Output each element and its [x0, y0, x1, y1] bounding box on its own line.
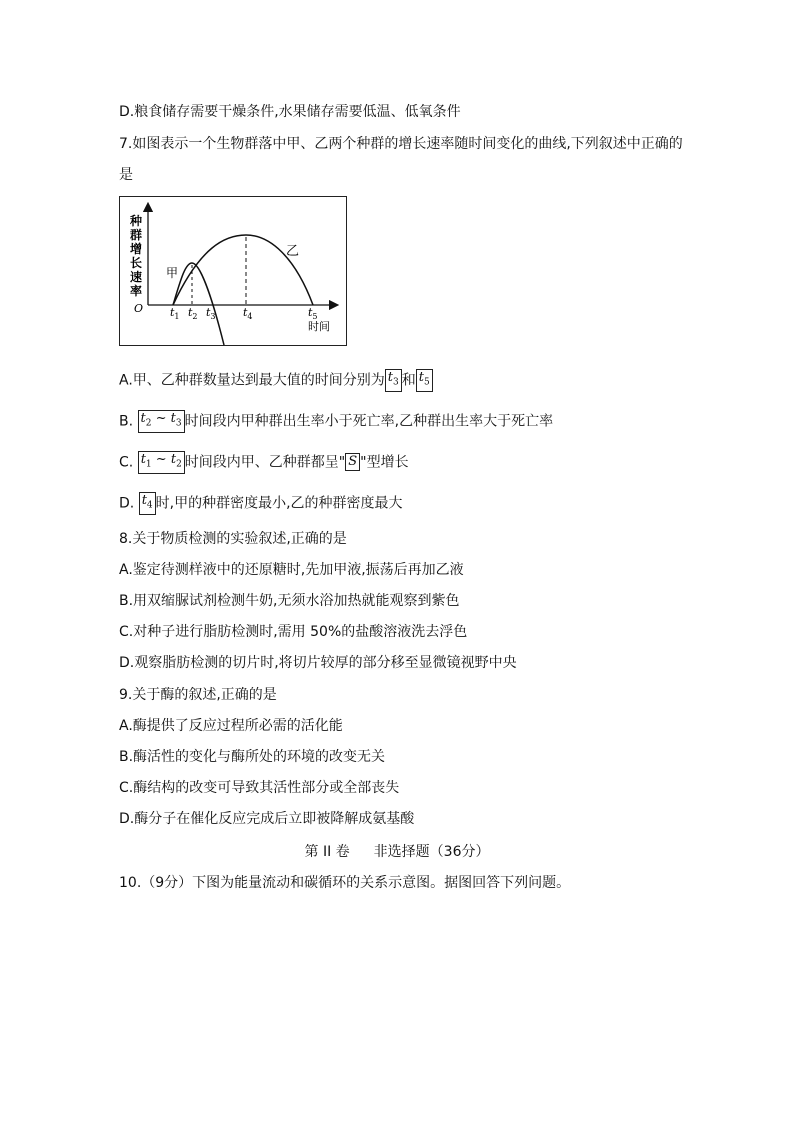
- q7-stem-line2: 是: [119, 167, 133, 183]
- x-axis-label: 时间: [308, 320, 330, 333]
- q8-option-a: A.鉴定待测样液中的还原糖时,先加甲液,振荡后再加乙液: [119, 562, 464, 578]
- q7-b-text: 时间段内甲种群出生率小于死亡率,乙种群出生率大于死亡率: [184, 413, 554, 430]
- q8-option-c: C.对种子进行脂肪检测时,需用 50%的盐酸溶液洗去浮色: [119, 624, 468, 640]
- tick-t1: $t_1$: [170, 306, 180, 321]
- tick-t2: $t_2$: [188, 306, 198, 321]
- q10-stem: 10.（9分）下图为能量流动和碳循环的关系示意图。据图回答下列问题。: [119, 875, 571, 891]
- q7-b-box-range: $t_2$ ~ $t_3$: [138, 410, 185, 433]
- q7-option-c: [119, 451, 409, 474]
- q7-d-box-t4: $t_4$: [139, 492, 156, 515]
- curve-yi-label: 乙: [286, 244, 300, 259]
- section-heading: [0, 841, 794, 861]
- q7-a-text: A.甲、乙种群数量达到最大值的时间分别为: [119, 372, 385, 389]
- q7-a-box-t5: $t_5$: [416, 369, 433, 392]
- y-label-char-3: 长: [130, 256, 143, 270]
- growth-rate-svg: [120, 197, 348, 347]
- q7-d-text: 时,甲的种群密度最小,乙的种群密度最大: [155, 495, 403, 512]
- y-label-char-1: 群: [130, 228, 143, 242]
- q7-a-box-t3: $t_3$: [385, 369, 402, 392]
- section-title: 非选择题（36分）: [373, 844, 490, 860]
- y-label-char-2: 增: [130, 242, 143, 256]
- q7-option-d: [119, 492, 403, 515]
- q7-c-box-range: $t_1$ ~ $t_2$: [138, 451, 185, 474]
- q7-a-and: 和: [401, 372, 416, 389]
- q7-option-b: [119, 410, 553, 433]
- q8-option-d: D.观察脂肪检测的切片时,将切片较厚的部分移至显微镜视野中央: [119, 655, 517, 671]
- q7-d-letter: D.: [119, 495, 135, 512]
- origin-label: O: [134, 302, 144, 315]
- q9-stem: 9.关于酶的叙述,正确的是: [119, 687, 277, 703]
- curve-jia: [173, 263, 224, 345]
- y-label-char-0: 种: [130, 214, 143, 228]
- q9-option-b: B.酶活性的变化与酶所处的环境的改变无关: [119, 749, 386, 765]
- q7-c-text: 时间段内甲、乙种群都呈": [184, 454, 346, 471]
- q7-b-letter: B.: [119, 413, 134, 430]
- section-part: 第 II 卷: [304, 844, 350, 860]
- tick-t4: $t_4$: [243, 306, 253, 321]
- q7-c-text-end: "型增长: [360, 454, 409, 471]
- q9-option-d: D.酶分子在催化反应完成后立即被降解成氨基酸: [119, 811, 415, 827]
- q7-stem-line1: 7.如图表示一个生物群落中甲、乙两个种群的增长速率随时间变化的曲线,下列叙述中正确的: [119, 136, 683, 152]
- q8-option-b: B.用双缩脲试剂检测牛奶,无须水浴加热就能观察到紫色: [119, 593, 460, 609]
- q9-option-a: A.酶提供了反应过程所必需的活化能: [119, 718, 343, 734]
- q7-c-box-s: S: [345, 453, 360, 471]
- q9-option-c: C.酶结构的改变可导致其活性部分或全部丧失: [119, 780, 400, 796]
- curve-jia-label: 甲: [166, 266, 179, 280]
- y-label-char-4: 速: [130, 270, 143, 284]
- tick-t3: $t_3$: [206, 306, 216, 321]
- y-label-char-5: 率: [130, 284, 143, 298]
- q7-option-a: [119, 369, 433, 392]
- q6-option-d: D.粮食储存需要干燥条件,水果储存需要低温、低氧条件: [119, 104, 461, 120]
- q7-growth-rate-figure: [119, 196, 347, 346]
- tick-t5: $t_5$: [308, 306, 318, 321]
- q7-c-letter: C.: [119, 454, 134, 471]
- q8-stem: 8.关于物质检测的实验叙述,正确的是: [119, 531, 347, 547]
